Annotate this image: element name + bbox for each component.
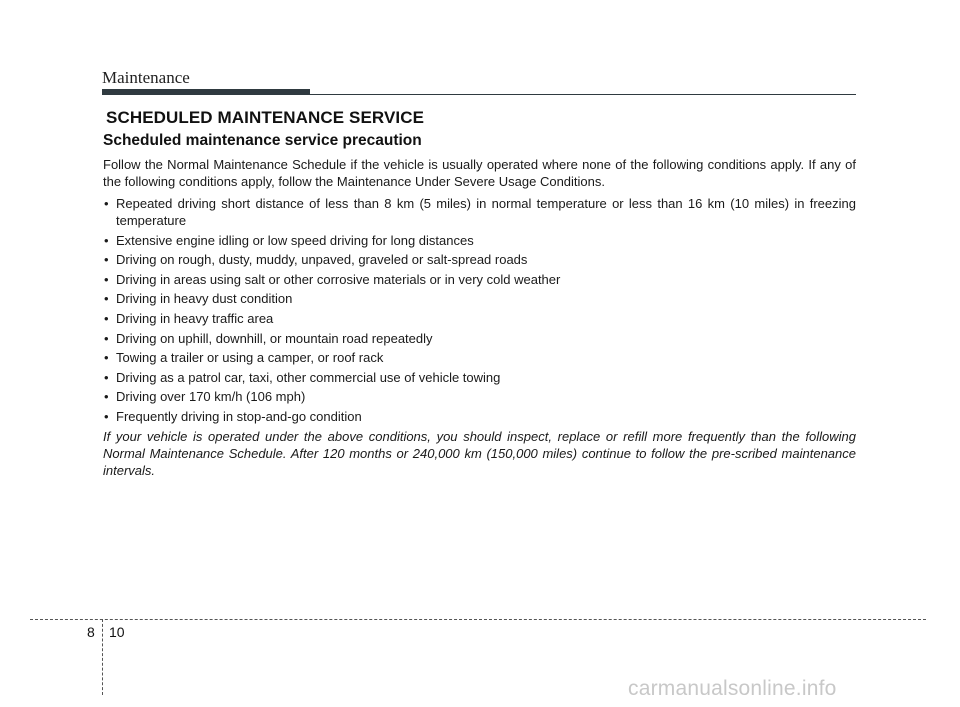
bullet-icon: • [104,232,109,248]
list-item [103,349,856,366]
list-item-text: Driving as a patrol car, taxi, other commercial use of vehicle towing [116,369,501,385]
watermark: carmanualsonline.info [628,677,837,700]
page-title: SCHEDULED MAINTENANCE SERVICE [106,108,425,127]
subheading: Scheduled maintenance service precaution [103,132,422,149]
conditions-list [103,195,856,425]
page-number: 10 [109,624,125,640]
list-item [103,251,856,268]
list-item [103,388,856,405]
list-item [103,195,856,229]
section-label: Maintenance [102,68,190,87]
bullet-icon: • [104,350,109,366]
list-item-text: Driving in heavy traffic area [116,310,274,326]
list-item [103,290,856,307]
list-item [103,271,856,288]
bullet-icon: • [104,196,109,211]
list-item-text: Driving over 170 km/h (106 mph) [116,389,306,405]
bullet-icon: • [104,271,109,287]
list-item [103,310,856,327]
footer-divider [102,619,103,695]
bullet-icon: • [104,310,109,326]
bullet-icon: • [104,330,109,346]
bullet-icon: • [104,408,109,424]
chapter-number: 8 [87,624,95,640]
header-bar [102,89,310,95]
list-item-text: Extensive engine idling or low speed driving for long distances [116,232,474,248]
note-paragraph: If your vehicle is operated under the above conditions, you should inspect, replace or refill more frequently than the following Normal Maintenance Schedule. After 120 months or 240,000 km (150,000 miles) continue to follow the pre-scribed maintenance intervals. [103,428,856,478]
list-item-text: Driving on rough, dusty, muddy, unpaved, graveled or salt-spread roads [116,252,528,268]
list-item [103,408,856,425]
footer-rule [30,619,926,620]
bullet-icon: • [104,252,109,268]
list-item [103,232,856,249]
header-rule [310,94,856,95]
content-body [103,132,856,479]
bullet-icon: • [104,369,109,385]
bullet-icon: • [104,389,109,405]
list-item-text: Driving in areas using salt or other corrosive materials or in very cold weather [116,271,561,287]
list-item-text: Towing a trailer or using a camper, or roof rack [116,350,384,366]
list-item-text: Repeated driving short distance of less than 8 km (5 miles) in normal temperature or less than 16 km (10 miles) in freezing temperature [116,196,856,228]
list-item [103,369,856,386]
list-item-text: Driving in heavy dust condition [116,291,293,307]
bullet-icon: • [104,291,109,307]
list-item-text: Driving on uphill, downhill, or mountain road repeatedly [116,330,433,346]
list-item [103,330,856,347]
intro-paragraph: Follow the Normal Maintenance Schedule if the vehicle is usually operated where none of the following conditions apply. If any of the following conditions apply, follow the Maintenance Under Severe Usage Conditions. [103,157,856,189]
list-item-text: Frequently driving in stop-and-go condition [116,408,362,424]
